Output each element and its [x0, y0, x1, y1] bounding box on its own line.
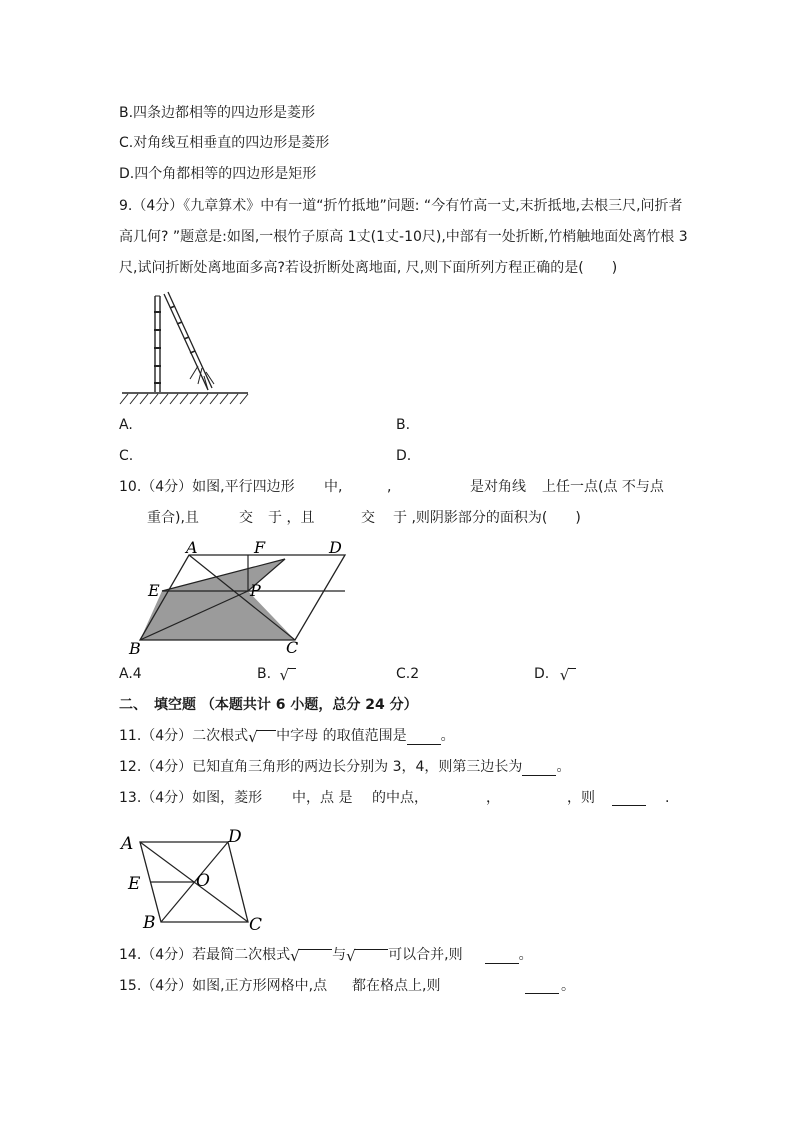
q13-end: .	[665, 790, 670, 806]
label-d: D	[228, 827, 242, 847]
label-c: C	[286, 638, 299, 657]
answer-blank[interactable]	[407, 730, 441, 745]
sqrt-symbol: √	[346, 948, 388, 964]
q10-line2-d: 交	[361, 510, 375, 526]
label-e: E	[128, 874, 141, 894]
label-p: P	[250, 581, 261, 600]
q11	[119, 727, 455, 745]
q10-part4: 是对角线	[470, 479, 526, 495]
q15-part1: 15.（4分）如图,正方形网格中,点	[119, 978, 328, 994]
q10-line2-b: 交	[239, 510, 253, 526]
q11-part2: 中字母 的取值范围是	[276, 728, 407, 744]
q13-part4: ，	[486, 790, 500, 806]
q10-line2-a: 重合),且	[147, 510, 199, 526]
q9-line3: 尺,试问折断处离地面多高?若设折断处离地面, 尺,则下面所列方程正确的是( )	[119, 260, 618, 276]
q10-option-c: C.2	[396, 666, 420, 682]
q10-option-d	[534, 665, 576, 683]
q11-part1: 11.（4分）二次根式	[119, 728, 249, 744]
q13-part2: 中，点 是	[292, 790, 353, 806]
q12-text: 12.（4分）已知直角三角形的两边长分别为 3，4，则第三边长为	[119, 759, 523, 775]
section-title: 二、 填空题 （本题共计 6 小题，总分 24 分）	[119, 697, 418, 713]
q10-option-b-label: B.	[257, 666, 272, 682]
sqrt-symbol: √	[248, 729, 276, 745]
q12-end: 。	[556, 759, 571, 775]
q14	[119, 946, 533, 964]
q13-part3: 的中点，	[372, 790, 428, 806]
q10-option-a: A.4	[119, 666, 142, 682]
label-c: C	[249, 915, 263, 935]
q9-line2: 高几何? ”题意是:如图,一根竹子原高 1丈(1丈-10尺),中部有一处折断,竹梢触地面处离竹根 3	[119, 229, 688, 245]
label-a: A	[186, 538, 198, 557]
q9-option-d: D.	[396, 448, 412, 464]
bamboo-figure	[118, 286, 258, 411]
q15-end: 。	[561, 978, 575, 994]
label-o: O	[196, 871, 210, 891]
sqrt-symbol: √	[290, 948, 332, 964]
q9-option-a: A.	[119, 417, 133, 433]
option-b-q8: B.四条边都相等的四边形是菱形	[119, 105, 316, 121]
option-c-q8: C.对角线互相垂直的四边形是菱形	[119, 135, 330, 151]
answer-blank[interactable]	[525, 979, 559, 994]
answer-blank[interactable]	[522, 761, 556, 776]
q13-part1: 13.（4分）如图，菱形	[119, 790, 263, 806]
answer-blank[interactable]	[485, 949, 519, 964]
q12	[119, 758, 570, 776]
label-b: B	[129, 639, 141, 658]
q10-part1: 10.（4分）如图,平行四边形	[119, 479, 295, 495]
option-d-q8: D.四个角都相等的四边形是矩形	[119, 166, 317, 182]
label-d: D	[329, 538, 342, 557]
q9-option-c: C.	[119, 448, 134, 464]
q10-option-b	[257, 665, 296, 683]
q11-end: 。	[440, 728, 455, 744]
q13-part5: ，则	[567, 790, 595, 806]
q14-part1: 14.（4分）若最简二次根式	[119, 947, 291, 963]
answer-blank[interactable]	[612, 791, 646, 806]
sqrt-symbol: √	[560, 667, 576, 683]
q10-line2-c: 于 ，且	[268, 510, 315, 526]
q14-part3: 可以合并,则	[388, 947, 463, 963]
q9-line1: 9.（4分）《九章算术》中有一道“折竹抵地”问题: “今有竹高一丈,末折抵地,去根三尺,问折者	[119, 198, 683, 214]
q10-option-d-label: D.	[534, 666, 550, 682]
label-f: F	[254, 538, 266, 557]
parallelogram-figure	[120, 536, 360, 658]
q10-part3: ,	[387, 479, 392, 495]
q14-part2: 与	[332, 947, 347, 963]
q15-part2: 都在格点上,则	[352, 978, 441, 994]
label-a: A	[121, 834, 134, 854]
rhombus-figure	[118, 824, 273, 936]
q10-part5: 上任一点(点 不与点	[542, 479, 664, 495]
q10-part2: 中,	[324, 479, 343, 495]
label-b: B	[143, 913, 156, 933]
label-e: E	[148, 581, 160, 600]
sqrt-symbol: √	[280, 667, 296, 683]
q14-end: 。	[518, 947, 533, 963]
q9-option-b: B.	[396, 417, 411, 433]
q10-line2-e: 于 ,则阴影部分的面积为( )	[393, 510, 581, 526]
